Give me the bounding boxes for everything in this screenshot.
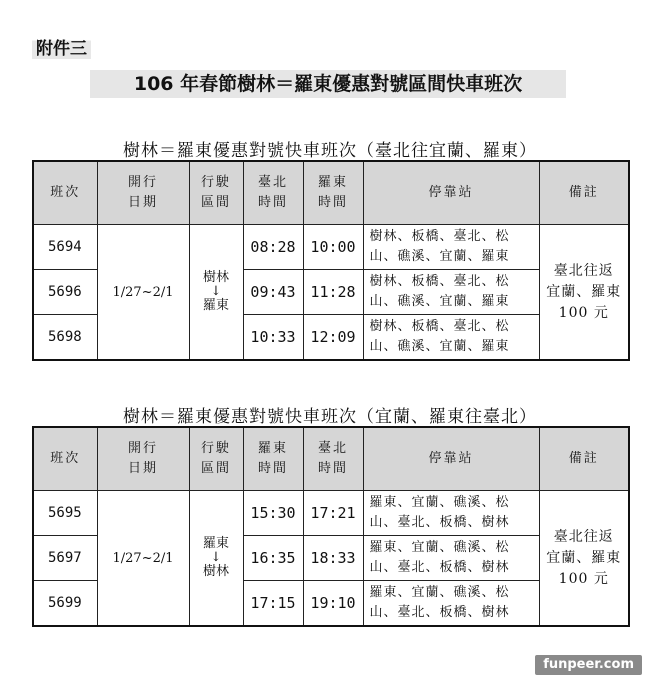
train-number: 5696 [33,270,97,315]
arrival-time: 11:28 [303,270,363,315]
departure-time: 15:30 [243,491,303,536]
col-header-remarks: 備註 [539,161,629,225]
train-number: 5697 [33,536,97,581]
annex-label: 附件三 [32,34,91,59]
route-to: 羅東 [202,298,229,313]
train-number: 5695 [33,491,97,536]
col-header-route: 行駛 區間 [189,161,243,225]
down-arrow-icon: ↓ [210,284,222,299]
col-header-stops: 停靠站 [363,427,539,491]
service-dates: 1/27~2/1 [97,225,189,361]
schedule-table-northbound [32,426,630,627]
arrival-time: 10:00 [303,225,363,270]
col-header-arrival: 羅東 時間 [303,161,363,225]
route-cell [189,491,243,627]
down-arrow-icon: ↓ [210,550,222,565]
arrival-time: 17:21 [303,491,363,536]
stops-list: 樹林、板橋、臺北、松 山、礁溪、宜蘭、羅東 [363,315,539,361]
departure-time: 10:33 [243,315,303,361]
departure-time: 16:35 [243,536,303,581]
stops-list: 樹林、板橋、臺北、松 山、礁溪、宜蘭、羅東 [363,270,539,315]
stops-list: 羅東、宜蘭、礁溪、松 山、臺北、板橋、樹林 [363,491,539,536]
table-header-row [33,427,629,491]
stops-list: 羅東、宜蘭、礁溪、松 山、臺北、板橋、樹林 [363,536,539,581]
service-dates: 1/27~2/1 [97,491,189,627]
col-header-train-no: 班次 [33,161,97,225]
col-header-service-dates: 開行 日期 [97,161,189,225]
table-header-row [33,161,629,225]
remarks-cell: 臺北往返 宜蘭、羅東 100 元 [539,491,629,627]
arrival-time: 12:09 [303,315,363,361]
table-row [33,225,629,270]
train-number: 5698 [33,315,97,361]
route-cell [189,225,243,361]
remarks-cell: 臺北往返 宜蘭、羅東 100 元 [539,225,629,361]
stops-list: 樹林、板橋、臺北、松 山、礁溪、宜蘭、羅東 [363,225,539,270]
stops-list: 羅東、宜蘭、礁溪、松 山、臺北、板橋、樹林 [363,581,539,627]
col-header-remarks: 備註 [539,427,629,491]
table-row [33,491,629,536]
col-header-service-dates: 開行 日期 [97,427,189,491]
departure-time: 17:15 [243,581,303,627]
train-number: 5694 [33,225,97,270]
arrival-time: 19:10 [303,581,363,627]
document-title: 106 年春節樹林＝羅東優惠對號區間快車班次 [90,70,566,98]
schedule-table-southbound [32,160,630,361]
col-header-route: 行駛 區間 [189,427,243,491]
departure-time: 08:28 [243,225,303,270]
col-header-stops: 停靠站 [363,161,539,225]
col-header-train-no: 班次 [33,427,97,491]
route-to: 樹林 [202,564,229,579]
section-title-southbound: 樹林＝羅東優惠對號快車班次（臺北往宜蘭、羅東） [123,141,537,161]
section-title-northbound: 樹林＝羅東優惠對號快車班次（宜蘭、羅東往臺北） [123,407,537,427]
watermark: funpeer.com [535,655,642,675]
route-from: 樹林 [202,270,229,285]
col-header-departure: 臺北 時間 [243,161,303,225]
route-from: 羅東 [202,536,229,551]
train-number: 5699 [33,581,97,627]
departure-time: 09:43 [243,270,303,315]
arrival-time: 18:33 [303,536,363,581]
col-header-departure: 羅東 時間 [243,427,303,491]
col-header-arrival: 臺北 時間 [303,427,363,491]
